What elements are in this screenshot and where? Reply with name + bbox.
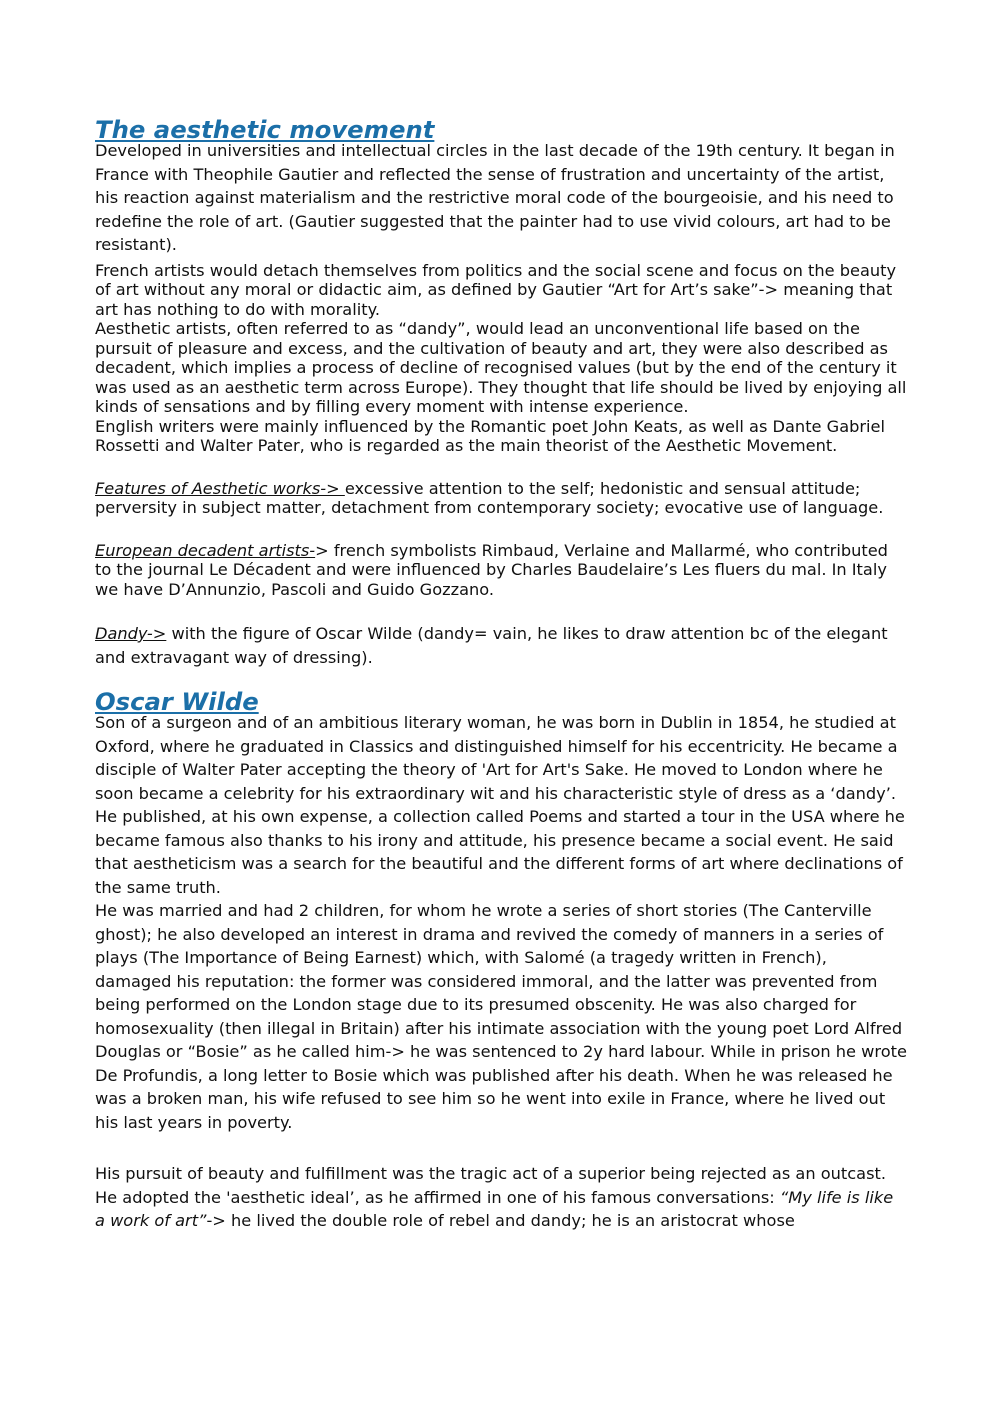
paragraph-wilde-poems: He published, at his own expense, a collection called Poems and started a tour in the USA where he became famous also thanks to his irony and attitude, his presence became a social event. He said that aestheticism was a search for the beautiful and the different forms of art where declinations of the same truth. xyxy=(95,807,905,897)
paragraph-wilde-ideal xyxy=(95,1186,907,1233)
paragraph-features xyxy=(95,479,907,518)
features-text: excessive attention to the self; hedonistic and sensual attitude; perversity in subject matter, detachment from contemporary society; evocative use of language. xyxy=(95,478,884,517)
features-label: Features of Aesthetic works-> xyxy=(95,478,345,498)
paragraph-aesthetic-intro: Developed in universities and intellectual circles in the last decade of the 19th century. It began in France with Theophile Gautier and reflected the sense of frustration and uncertainty of the artist, his reaction against materialism and the restrictive moral code of the bourgeoisie, and his need to redefine the role of art. (Gautier suggested that the painter had to use vivid colours, art had to be resistant). xyxy=(95,141,895,254)
ideal-quote: “My life is like a work of art” xyxy=(95,1187,894,1230)
paragraph-dandy xyxy=(95,622,907,669)
paragraph-aesthetic-artists: Aesthetic artists, often referred to as “dandy”, would lead an unconventional life based on the pursuit of pleasure and excess, and the cultivation of beauty and art, they were also described as decadent, which implies a process of decline of recognised values (but by the end of the century it was used as an aesthetic term across Europe). They thought that life should be lived by enjoying all kinds of sensations and by filling every moment with intense experience. xyxy=(95,319,907,416)
paragraph-french-artists: French artists would detach themselves from politics and the social scene and focus on the beauty of art without any moral or didactic aim, as defined by Gautier “Art for Art’s sake”-> meaning that art has nothing to do with morality. xyxy=(95,260,897,319)
paragraph-wilde-pursuit: His pursuit of beauty and fulfillment was the tragic act of a superior being rejected as an outcast. xyxy=(95,1164,887,1183)
european-text: > french symbolists Rimbaud, Verlaine and Mallarmé, who contributed to the journal Le Décadent and were influenced by Charles Baudelaire’s Les fluers du mal. In Italy we have D’Annunzio, Pascoli and Guido Gozzano. xyxy=(95,540,888,599)
heading-aesthetic-movement: The aesthetic movement xyxy=(95,115,435,144)
paragraph-wilde-bio: Son of a surgeon and of an ambitious literary woman, he was born in Dublin in 1854, he studied at Oxford, where he graduated in Classics and distinguished himself for his eccentricity. He became a disciple of Walter Pater accepting the theory of 'Art for Art's Sake. He moved to London where he soon became a celebrity for his extraordinary wit and his characteristic style of dress as a ‘dandy’. xyxy=(95,713,898,803)
european-label: European decadent artists- xyxy=(95,540,316,560)
dandy-label: Dandy-> xyxy=(95,624,167,643)
dandy-text: with the figure of Oscar Wilde (dandy= vain, he likes to draw attention bc of the elegant and extravagant way of dressing). xyxy=(95,624,888,667)
ideal-text-start: He adopted the 'aesthetic ideal’, as he affirmed in one of his famous conversations: xyxy=(95,1187,780,1207)
ideal-text-end: -> he lived the double role of rebel and dandy; he is an aristocrat whose xyxy=(206,1211,795,1230)
paragraph-english-writers: English writers were mainly influenced by the Romantic poet John Keats, as well as Dante Gabriel Rossetti and Walter Pater, who is regarded as the main theorist of the Aesthetic Movement. xyxy=(95,416,885,455)
document-body xyxy=(95,115,907,1233)
heading-oscar-wilde: Oscar Wilde xyxy=(95,687,259,716)
paragraph-wilde-life: He was married and had 2 children, for whom he wrote a series of short stories (The Canterville ghost); he also developed an interest in drama and revived the comedy of manners in a series of plays (The Importance of Being Earnest) which, with Salomé (a tragedy written in French), damaged his reputation: the former was considered immoral, and the latter was prevented from being performed on the London stage due to its presumed obscenity. He was also charged for homosexuality (then illegal in Britain) after his intimate association with the young poet Lord Alfred Douglas or “Bosie” as he called him-> he was sentenced to 2y hard labour. While in prison he wrote De Profundis, a long letter to Bosie which was published after his death. When he was released he was a broken man, his wife refused to see him so he went into exile in France, where he lived out his last years in poverty. xyxy=(95,901,907,1132)
paragraph-european-decadents xyxy=(95,541,907,600)
